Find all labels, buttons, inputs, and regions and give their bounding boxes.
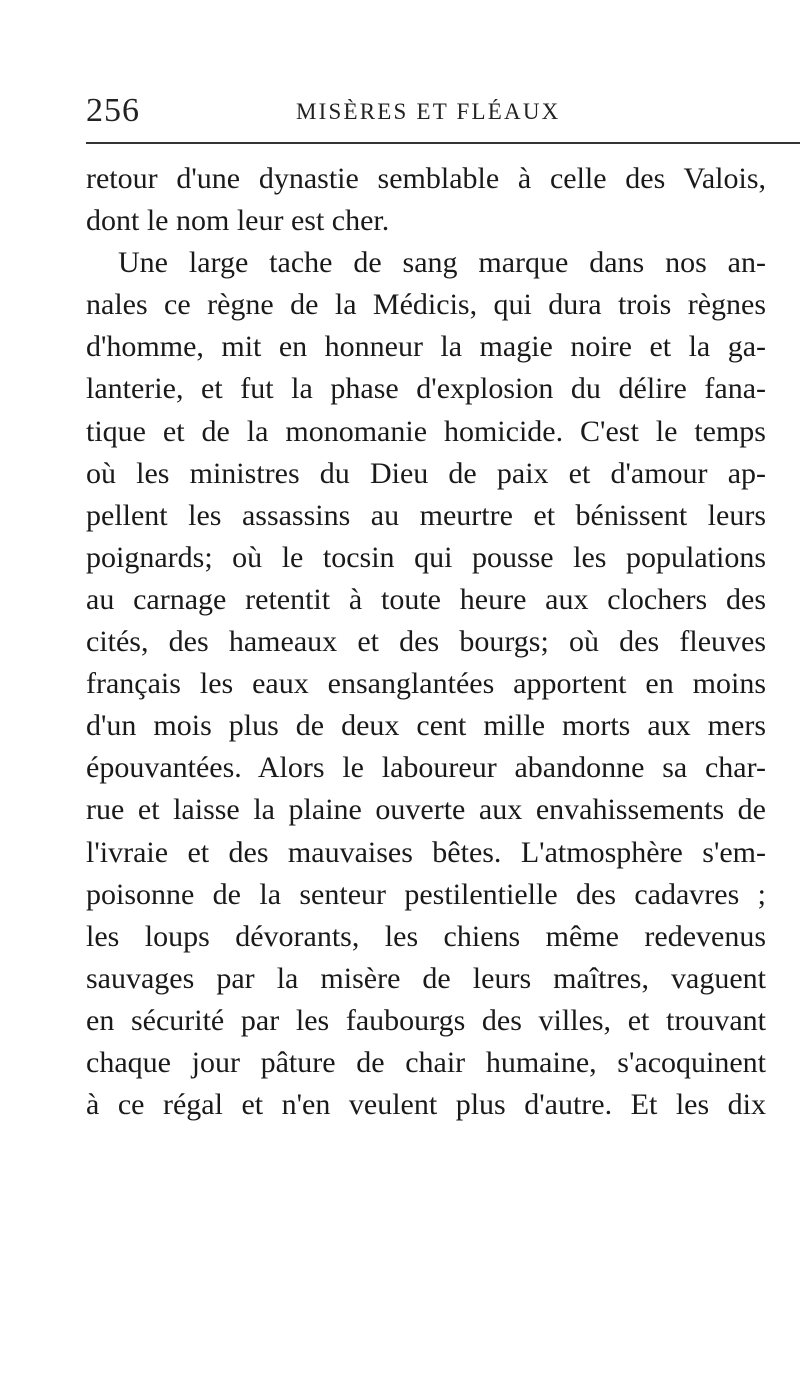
text-line: poisonne de la senteur pestilentielle des cadavres ; xyxy=(86,877,766,911)
text-line: les loups dévorants, les chiens même redevenus xyxy=(86,919,766,953)
text-line: au carnage retentit à toute heure aux clochers des xyxy=(86,582,766,616)
text-line: tique et de la monomanie homicide. C'est le temps xyxy=(86,414,766,448)
text-line: chaque jour pâture de chair humaine, s'acoquinent xyxy=(86,1045,766,1079)
text-line: nales ce règne de la Médicis, qui dura trois règnes xyxy=(86,288,766,322)
body-text xyxy=(86,158,800,1126)
page-number: 256 xyxy=(86,92,140,129)
text-line: Une large tache de sang marque dans nos an- xyxy=(118,246,766,280)
text-line: lanterie, et fut la phase d'explosion du délire fana- xyxy=(86,372,766,406)
header-rule xyxy=(86,142,800,144)
page-header xyxy=(86,91,800,131)
text-line: cités, des hameaux et des bourgs; où des fleuves xyxy=(86,625,766,659)
text-line: à ce régal et n'en veulent plus d'autre. Et les dix xyxy=(86,1088,766,1122)
text-line: retour d'une dynastie semblable à celle des Valois, xyxy=(86,162,766,195)
text-line: français les eaux ensanglantées apportent en moins xyxy=(86,667,766,701)
running-head: MISÈRES ET FLÉAUX xyxy=(296,99,561,124)
text-line: rue et laisse la plaine ouverte aux envahissements de xyxy=(86,793,766,827)
text-line: dont le nom leur est cher. xyxy=(86,204,390,238)
text-line: en sécurité par les faubourgs des villes, et trouvant xyxy=(86,1003,766,1037)
text-line: d'homme, mit en honneur la magie noire et la ga- xyxy=(86,330,766,364)
text-line: épouvantées. Alors le laboureur abandonne sa char- xyxy=(86,751,766,785)
text-line: l'ivraie et des mauvaises bêtes. L'atmosphère s'em- xyxy=(86,835,766,869)
text-line: d'un mois plus de deux cent mille morts aux mers xyxy=(86,709,766,743)
text-line: pellent les assassins au meurtre et bénissent leurs xyxy=(86,498,766,532)
text-line: poignards; où le tocsin qui pousse les populations xyxy=(86,540,766,574)
text-line: sauvages par la misère de leurs maîtres, vaguent xyxy=(86,961,766,995)
text-line: où les ministres du Dieu de paix et d'amour ap- xyxy=(86,456,766,490)
